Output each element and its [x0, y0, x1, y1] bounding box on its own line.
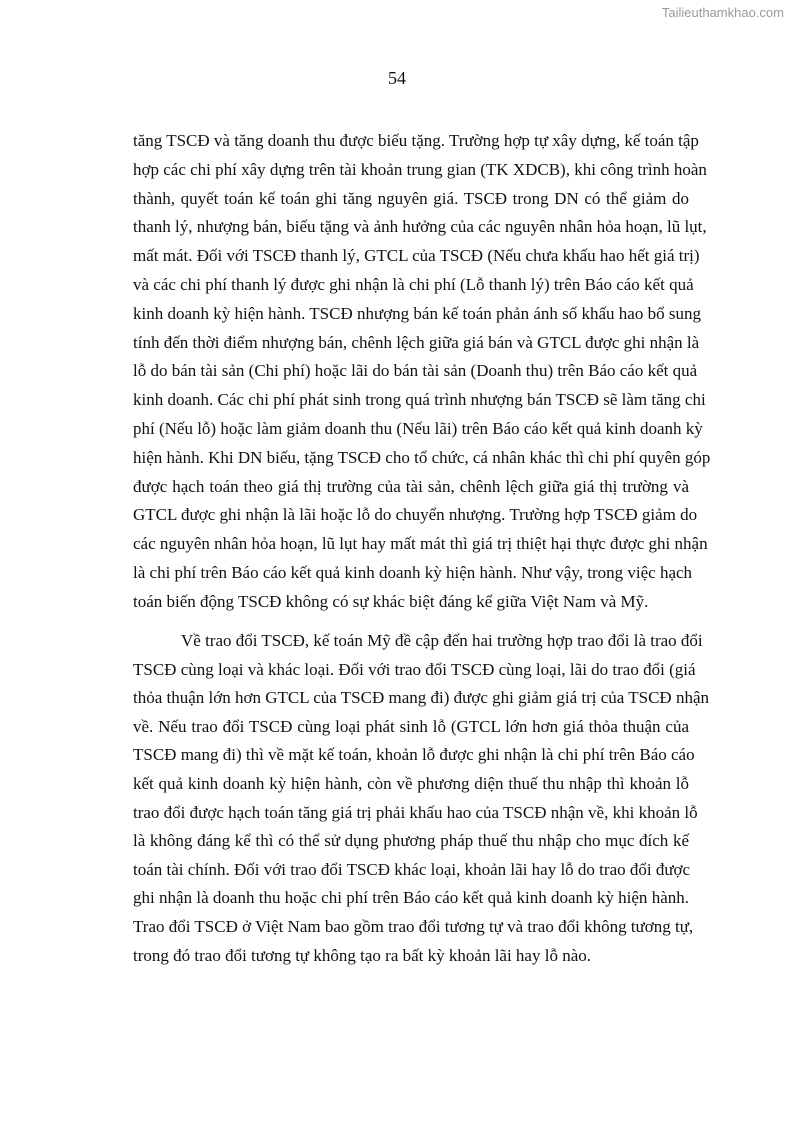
paragraph-1-line: toán biến động TSCĐ không có sự khác biệt đáng kể giữa Việt Nam và Mỹ. — [133, 591, 649, 611]
paragraph-1-line: là chi phí trên Báo cáo kết quả kinh doanh kỳ hiện hành. Như vậy, trong việc hạch — [133, 563, 693, 582]
paragraph-1-line: phí (Nếu lỗ) hoặc làm giảm doanh thu (Nếu lãi) trên Báo cáo kết quả kinh doanh kỳ — [133, 419, 703, 438]
paragraph-1-line: hợp các chi phí xây dựng trên tài khoản trung gian (TK XDCB), khi công trình hoàn — [133, 159, 707, 179]
paragraph-1-line: kinh doanh kỳ hiện hành. TSCĐ nhượng bán kế toán phản ánh số khấu hao bổ sung — [133, 303, 701, 323]
paragraph-2-line: về. Nếu trao đổi TSCĐ cùng loại phát sinh lỗ (GTCL lớn hơn giá thỏa thuận của — [133, 716, 689, 736]
paragraph-2-line: TSCĐ mang đi) thì về mặt kế toán, khoản lỗ được ghi nhận là chi phí trên Báo cáo — [133, 745, 695, 765]
watermark: Tailieuthamkhao.com — [661, 5, 784, 20]
paragraph-1-line: kinh doanh. Các chi phí phát sinh trong quá trình nhượng bán TSCĐ sẽ làm tăng chi — [133, 390, 706, 410]
paragraph-2-line: ghi nhận là doanh thu hoặc chi phí trên Báo cáo kết quả kinh doanh kỳ hiện hành. — [133, 888, 689, 908]
paragraph-1-line: mất mát. Đối với TSCĐ thanh lý, GTCL của TSCĐ (Nếu chưa khấu hao hết giá trị) — [133, 246, 700, 266]
paragraph-2-line: TSCĐ cùng loại và khác loại. Đối với trao đổi TSCĐ cùng loại, lãi do trao đổi (giá — [133, 659, 696, 679]
paragraph-1-line: tính đến thời điểm nhượng bán, chênh lệch giữa giá bán và GTCL được ghi nhận là — [133, 332, 700, 352]
paragraph-1-line: thành, quyết toán kế toán ghi tăng nguyên giá. TSCĐ trong DN có thể giảm do — [133, 188, 689, 208]
paragraph-2-line: Về trao đổi TSCĐ, kế toán Mỹ đề cập đến hai trường hợp trao đổi là trao đổi — [181, 631, 703, 650]
paragraph-1-line: lỗ do bán tài sản (Chi phí) hoặc lãi do bán tài sản (Doanh thu) trên Báo cáo kết quả — [133, 361, 698, 381]
paragraph-1-line: và các chi phí thanh lý được ghi nhận là chi phí (Lỗ thanh lý) trên Báo cáo kết quả — [133, 275, 694, 294]
paragraph-1-line: hiện hành. Khi DN biếu, tặng TSCĐ cho tổ chức, cá nhân khác thì chi phí quyên góp — [133, 447, 711, 467]
paragraph-2-line: trong đó trao đổi tương tự không tạo ra bất kỳ khoản lãi hay lỗ nào. — [133, 945, 591, 965]
paragraph-1-line: tăng TSCĐ và tăng doanh thu được biếu tặng. Trường hợp tự xây dựng, kế toán tập — [133, 131, 699, 150]
paragraph-2-line: thỏa thuận lớn hơn GTCL của TSCĐ mang đi) được ghi giảm giá trị của TSCĐ nhận — [133, 688, 710, 708]
paragraph-1-line: các nguyên nhân hỏa hoạn, lũ lụt hay mất mát thì giá trị thiệt hại thực được ghi nhận — [133, 534, 708, 554]
paragraph-1-line: thanh lý, nhượng bán, biếu tặng và ảnh hưởng của các nguyên nhân hỏa hoạn, lũ lụt, — [133, 217, 707, 237]
paragraph-2-line: kết quả kinh doanh kỳ hiện hành, còn về phương diện thuế thu nhập thì khoản lỗ — [133, 774, 689, 793]
paragraph-1-line: được hạch toán theo giá thị trường của tài sản, chênh lệch giữa giá thị trường và — [133, 476, 689, 496]
paragraph-1-line: GTCL được ghi nhận là lãi hoặc lỗ do chuyển nhượng. Trường hợp TSCĐ giảm do — [133, 505, 698, 525]
paragraph-2-line: trao đổi được hạch toán tăng giá trị phải khấu hao của TSCĐ nhận về, khi khoản lỗ — [133, 802, 698, 822]
page-number: 54 — [388, 68, 406, 88]
paragraph-2-line: Trao đổi TSCĐ ở Việt Nam bao gồm trao đổi tương tự và trao đổi không tương tự, — [133, 917, 694, 936]
paragraph-2-line: là không đáng kể thì có thể sử dụng phương pháp thuế thu nhập cho mục đích kế — [133, 831, 689, 851]
paragraph-2-line: toán tài chính. Đối với trao đổi TSCĐ khác loại, khoản lãi hay lỗ do trao đổi được — [133, 859, 691, 879]
